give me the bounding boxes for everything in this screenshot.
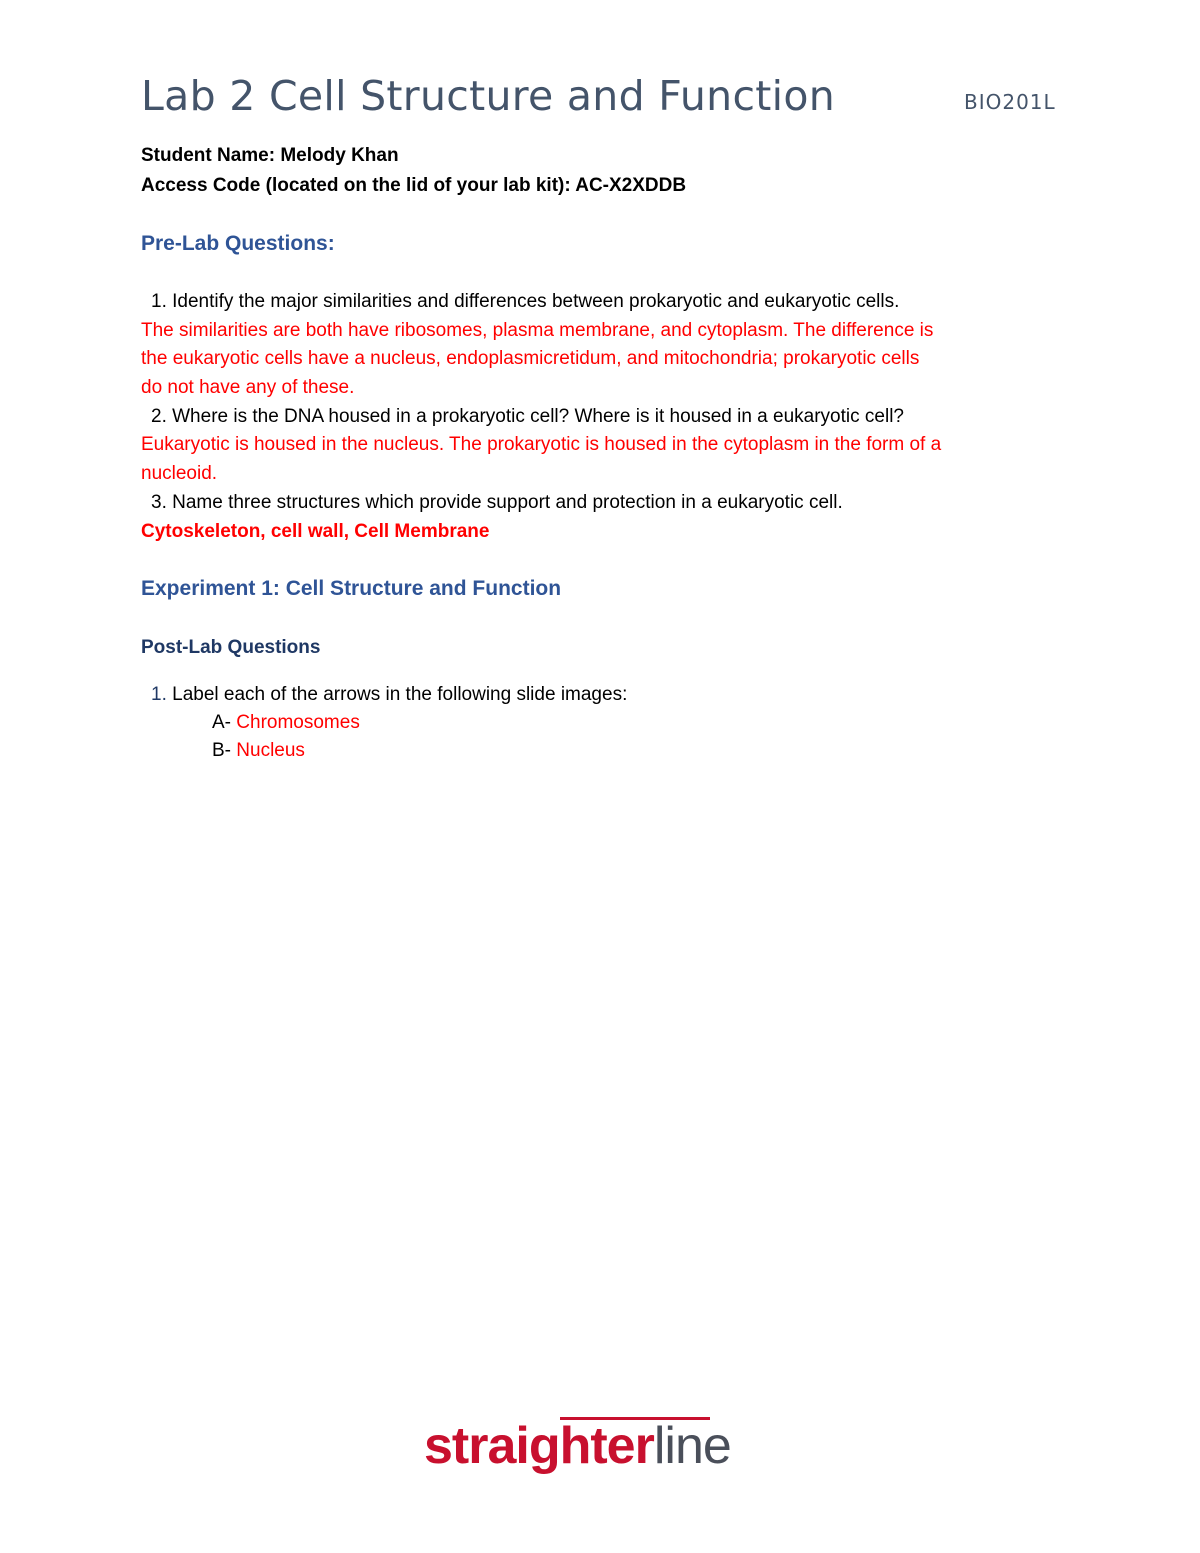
pre-lab-heading: Pre-Lab Questions: <box>141 232 335 255</box>
logo-part-2: line <box>653 1417 731 1475</box>
label-letter: B- <box>212 740 231 761</box>
course-code: BIO201L <box>964 90 1056 114</box>
answer-3: Cytoskeleton, cell wall, Cell Membrane <box>141 521 490 542</box>
experiment-heading: Experiment 1: Cell Structure and Function <box>141 577 562 600</box>
answer-1-line-3: do not have any of these. <box>141 377 355 398</box>
answer-2-line-1: Eukaryotic is housed in the nucleus. The prokaryotic is housed in the cytoplasm in the form of a <box>141 434 942 455</box>
question-number: 1. <box>151 684 167 705</box>
straighterline-logo <box>424 1416 731 1476</box>
label-b <box>212 740 305 762</box>
student-name: Student Name: Melody Khan <box>141 145 399 166</box>
answer-1-line-1: The similarities are both have ribosomes, plasma membrane, and cytoplasm. The difference is <box>141 320 934 341</box>
answer-1-line-2: the eukaryotic cells have a nucleus, endoplasmicretidum, and mitochondria; prokaryotic cells <box>141 348 920 369</box>
label-answer: Chromosomes <box>236 712 360 733</box>
post-lab-heading: Post-Lab Questions <box>141 637 321 658</box>
answer-2-line-2: nucleoid. <box>141 463 218 484</box>
pre-lab-question-3: 3. Name three structures which provide support and protection in a eukaryotic cell. <box>151 492 843 513</box>
logo-part-1: straighter <box>424 1417 654 1475</box>
question-text: Label each of the arrows in the following slide images: <box>172 684 628 705</box>
pre-lab-question-1: 1. Identify the major similarities and differences between prokaryotic and eukaryotic cells. <box>151 291 900 312</box>
access-code: Access Code (located on the lid of your lab kit): AC-X2XDDB <box>141 175 687 196</box>
document-title: Lab 2 Cell Structure and Function <box>141 72 836 120</box>
label-answer: Nucleus <box>236 740 305 761</box>
post-lab-question-1 <box>151 684 627 706</box>
label-letter: A- <box>212 712 231 733</box>
label-a <box>212 712 360 734</box>
pre-lab-question-2: 2. Where is the DNA housed in a prokaryotic cell? Where is it housed in a eukaryotic cell? <box>151 406 904 427</box>
